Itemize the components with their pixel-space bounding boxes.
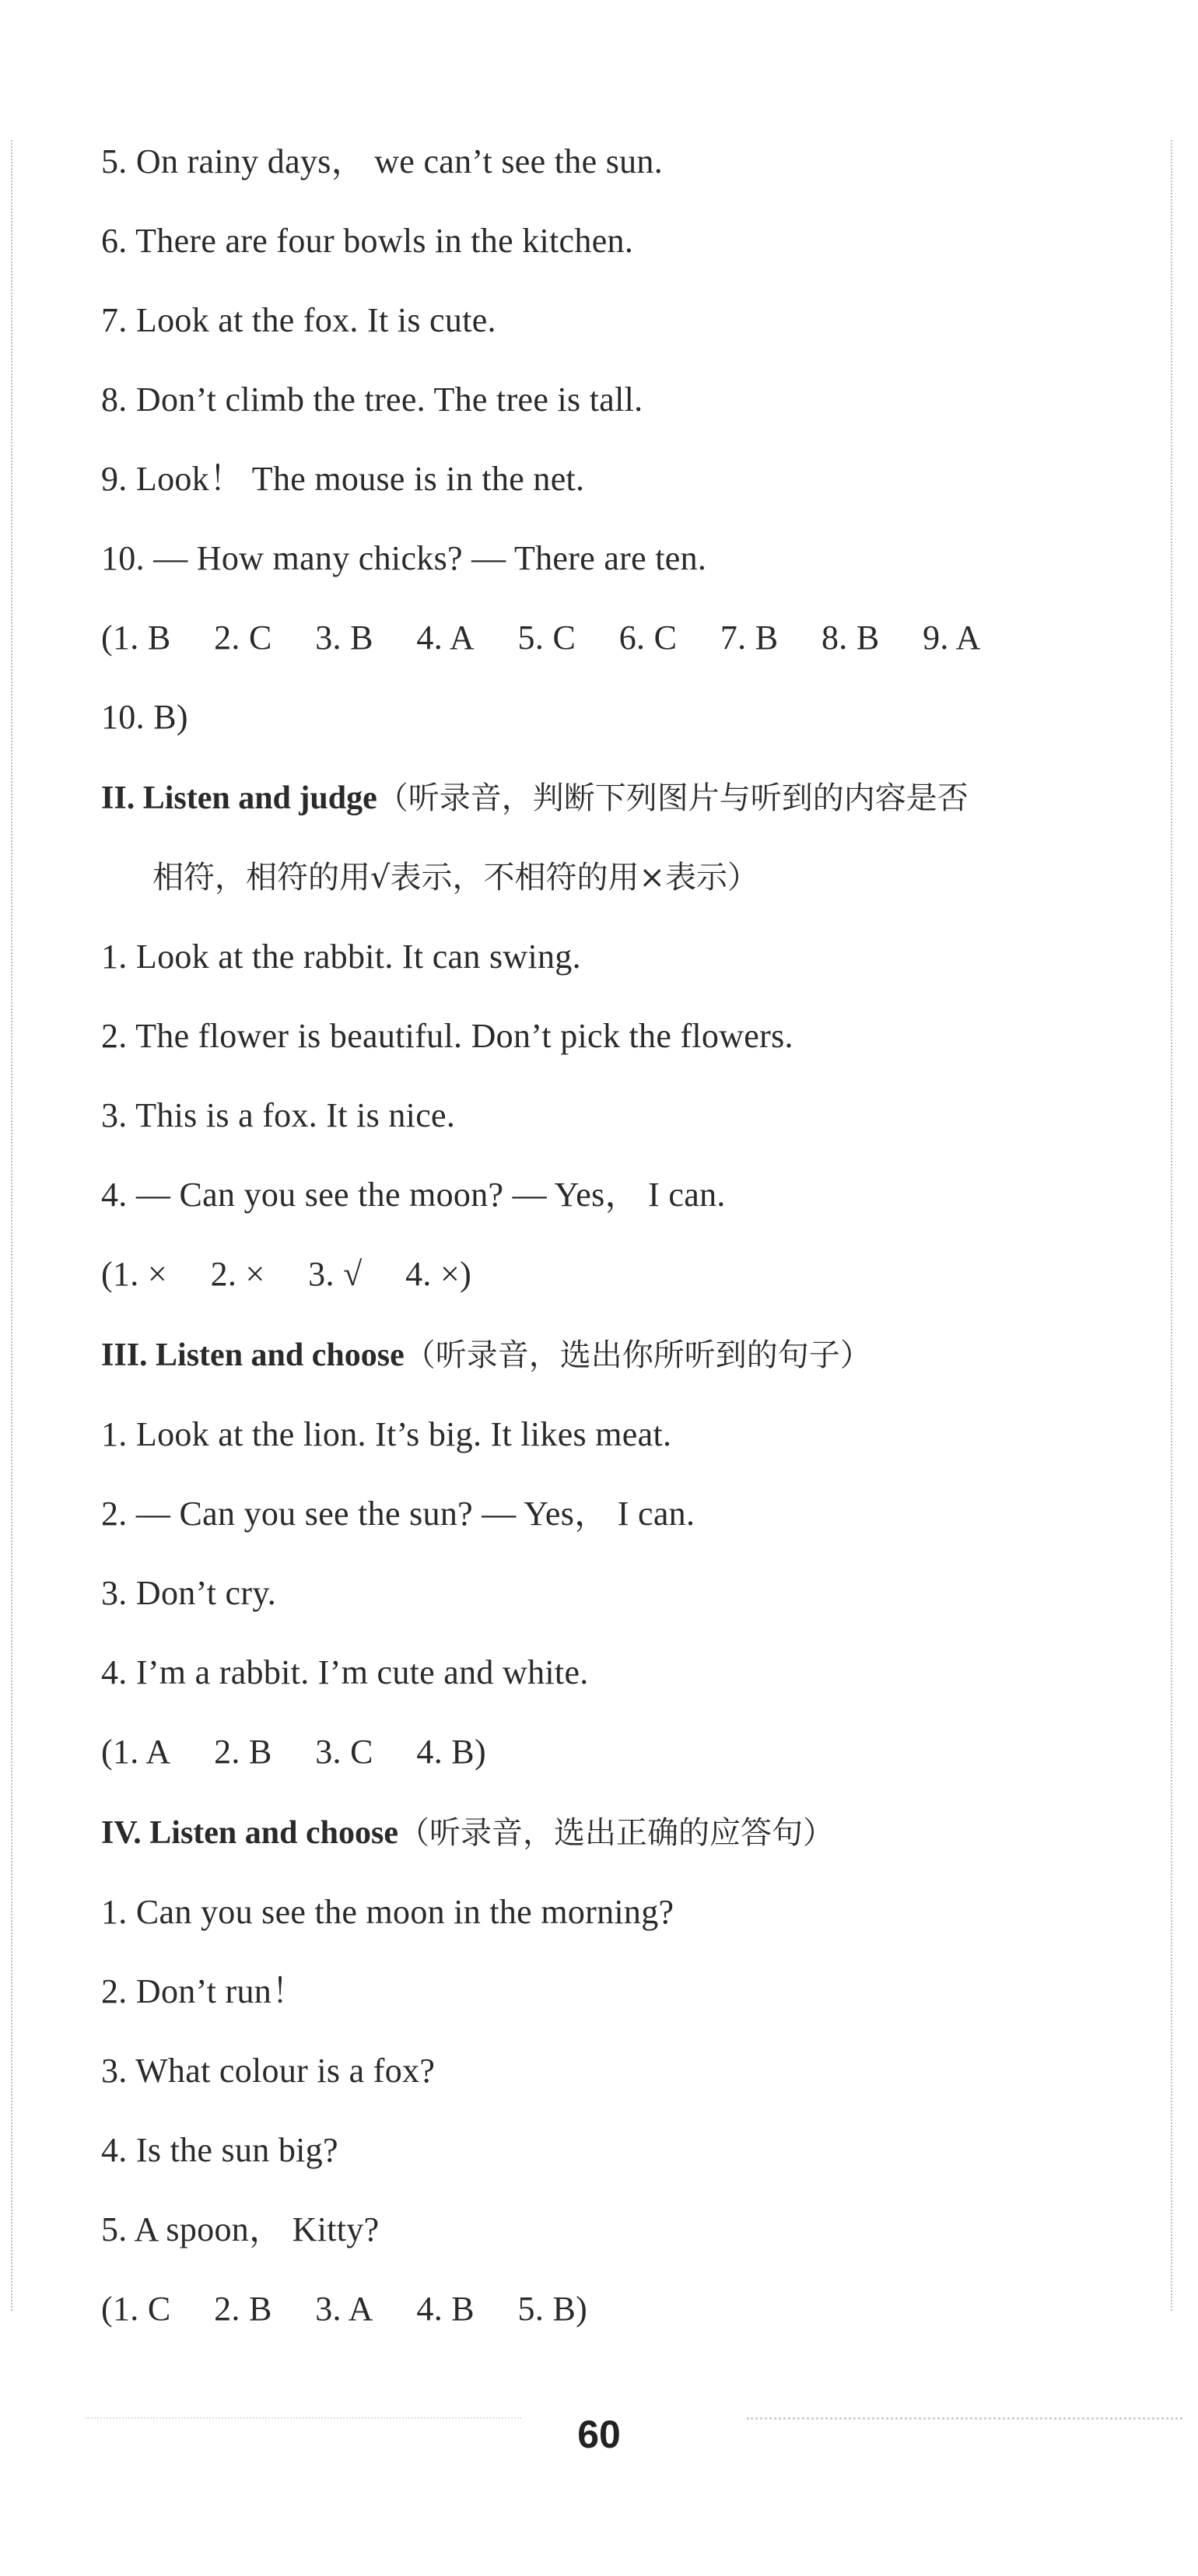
script-line: 10. — How many chicks? — There are ten. — [101, 539, 707, 577]
script-line: 4. I’m a rabbit. I’m cute and white. — [101, 1653, 589, 1691]
section-heading — [101, 1332, 871, 1379]
answer-line: (1. × 2. × 3. √ 4. ×) — [101, 1255, 472, 1293]
section-heading-en: III. Listen and choose — [101, 1337, 405, 1373]
script-line: 3. What colour is a fox? — [101, 2052, 436, 2090]
script-line: 4. Is the sun big? — [101, 2131, 338, 2169]
right-dotted-border — [1171, 140, 1172, 2311]
page-number: 60 — [577, 2413, 621, 2456]
script-line: 1. Look at the lion. It’s big. It likes meat. — [101, 1415, 672, 1453]
script-line: 6. There are four bowls in the kitchen. — [101, 222, 634, 260]
section-heading-cn: （听录音，选出你所听到的句子） — [404, 1337, 871, 1373]
script-line: 2. The flower is beautiful. Don’t pick the flowers. — [101, 1017, 793, 1055]
left-dotted-border — [11, 140, 12, 2311]
script-line: 5. On rainy days， we can’t see the sun. — [101, 142, 664, 180]
answer-line: 10. B) — [101, 698, 188, 736]
section-heading — [101, 1810, 834, 1856]
script-line: 3. Don’t cry. — [101, 1574, 277, 1612]
section-heading-cn-cont: 相符，相符的用√表示，不相符的用×表示） — [152, 860, 759, 895]
script-line: 7. Look at the fox. It is cute. — [101, 301, 496, 339]
section-heading — [101, 775, 969, 822]
script-line: 1. Can you see the moon in the morning? — [101, 1893, 674, 1931]
script-line: 3. This is a fox. It is nice. — [101, 1096, 456, 1134]
section-heading-cn: （听录音，判断下列图片与听到的内容是否 — [377, 780, 969, 816]
answer-line: (1. B 2. C 3. B 4. A 5. C 6. C 7. B 8. B 9. A — [101, 619, 981, 657]
script-line: 5. A spoon， Kitty? — [101, 2210, 380, 2248]
script-line: 2. — Can you see the sun? — Yes， I can. — [101, 1495, 695, 1533]
section-heading-en: IV. Listen and choose — [101, 1815, 398, 1851]
script-line: 4. — Can you see the moon? — Yes， I can. — [101, 1176, 726, 1214]
script-line: 8. Don’t climb the tree. The tree is tall. — [101, 380, 643, 419]
answer-line: (1. C 2. B 3. A 4. B 5. B) — [101, 2290, 588, 2328]
answer-line: (1. A 2. B 3. C 4. B) — [101, 1733, 486, 1771]
script-line: 1. Look at the rabbit. It can swing. — [101, 938, 581, 976]
script-line: 2. Don’t run！ — [101, 1972, 307, 2010]
section-heading-cn: （听录音，选出正确的应答句） — [398, 1815, 834, 1851]
script-line: 9. Look！ The mouse is in the net. — [101, 460, 585, 498]
section-heading-en: II. Listen and judge — [101, 780, 377, 816]
